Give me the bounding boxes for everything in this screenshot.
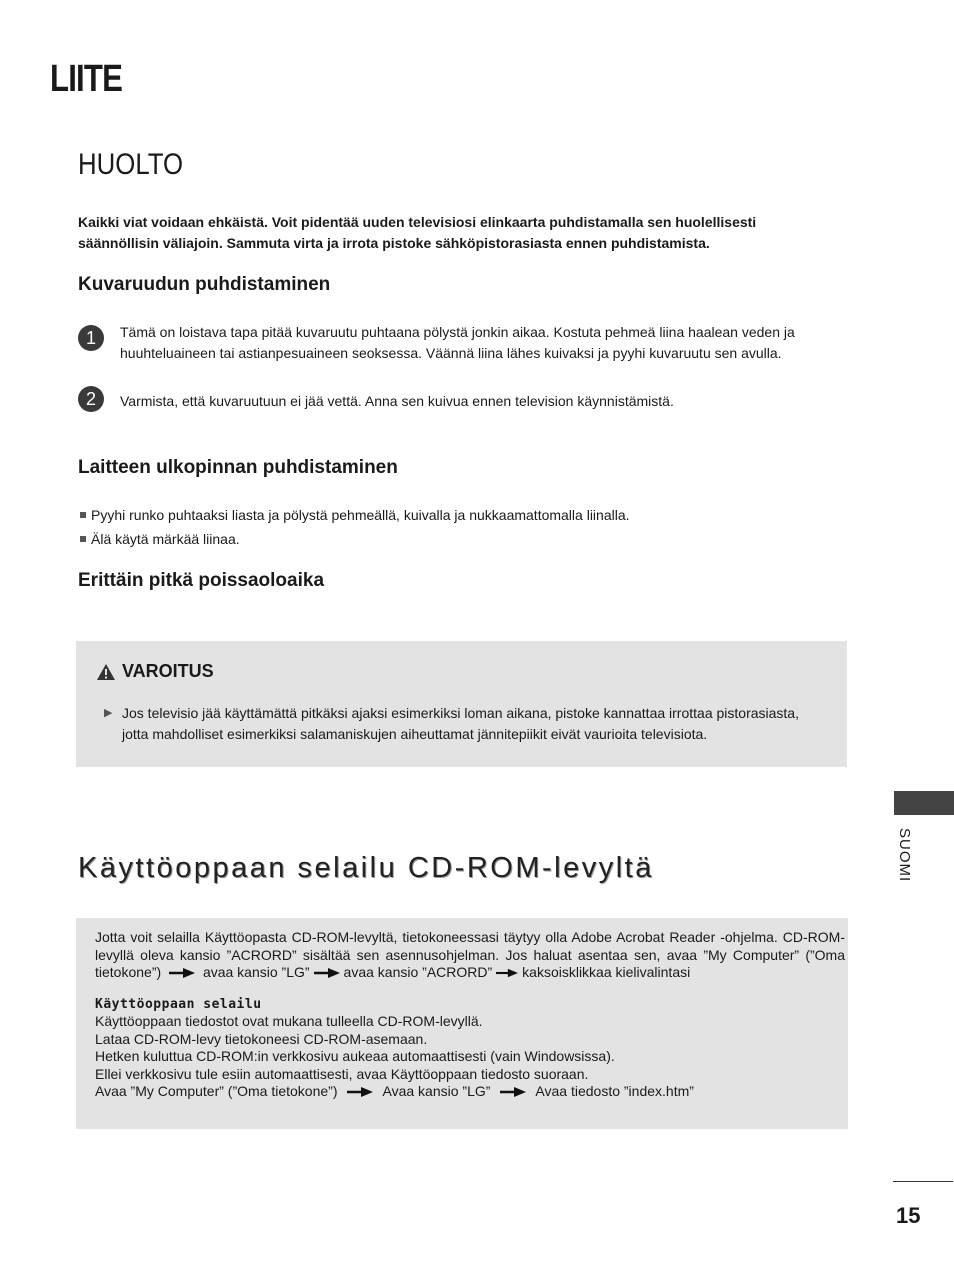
warning-title-text: VAROITUS [122, 661, 214, 681]
arrow-right-icon [345, 1087, 375, 1097]
page-number: 15 [896, 1203, 921, 1228]
footer-divider [893, 1181, 953, 1182]
cdrom-last-part-2: Avaa kansio ”LG” [382, 1083, 491, 1099]
step-number-1: 1 [78, 325, 104, 351]
step-text-2: Varmista, että kuvaruutuun ei jää vettä. Anna sen kuivua ennen television käynnistämistä. [120, 393, 674, 409]
bullet-text-1: Pyyhi runko puhtaaksi liasta ja pölystä pehmeällä, kuivalla ja nukkaamattomalla liinalla. [91, 507, 630, 523]
chapter-title: LIITE [50, 58, 123, 100]
cdrom-para-part-2: avaa kansio ”LG” [202, 964, 310, 980]
cdrom-line-4: Ellei verkkosivu tule esiin automaattisesti, avaa Käyttöoppaan tiedosto suoraan. [95, 1065, 589, 1082]
cdrom-line-2: Lataa CD-ROM-levy tietokoneesi CD-ROM-asemaan. [95, 1030, 428, 1047]
arrow-right-icon [169, 968, 195, 978]
cdrom-last-part-1: Avaa ”My Computer” (”Oma tietokone”) [95, 1083, 338, 1099]
bullet-text-2: Älä käytä märkää liinaa. [91, 531, 240, 547]
heading-exterior-cleaning: Laitteen ulkopinnan puhdistaminen [78, 457, 398, 478]
cdrom-line-3: Hetken kuluttua CD-ROM:in verkkosivu aukeaa automaattisesti (vain Windowsissa). [95, 1048, 615, 1064]
heading-long-absence: Erittäin pitkä poissaoloaika [78, 570, 325, 591]
cdrom-subheading: Käyttöoppaan selailu [95, 996, 262, 1012]
square-bullet-icon [80, 512, 86, 518]
intro-paragraph: Kaikki viat voidaan ehkäistä. Voit pidentää uuden televisiosi elinkaarta puhdistamalla sen huolellisesti säännöllisin väliajoin. Sammuta virta ja irrota pistoke sähköpistorasiasta ennen puhdistamista. [78, 214, 757, 251]
triangle-arrow-icon: ▶ [104, 707, 113, 719]
section-title-huolto: HUOLTO [78, 148, 184, 181]
square-bullet-icon [80, 536, 86, 542]
bullet-item-2 [80, 529, 240, 550]
cdrom-para-part-1: Jotta voit selailla Käyttöopasta CD-ROM-levyltä, tietokoneessasi täytyy olla Adobe Acrobat Reader -ohjelma. CD-ROM-levyllä oleva kansio ”ACRORD” sisältää sen asennusohjelman. Jos haluat asentaa sen, avaa ”My Computer” (”Oma tietokone”) [95, 929, 845, 980]
warning-content [104, 703, 820, 745]
cdrom-last-line [95, 1083, 845, 1101]
warning-text: Jos televisio jää käyttämättä pitkäksi ajaksi esimerkiksi loman aikana, pistoke kannattaa irrottaa pistorasiasta, jotta mahdolliset esimerkiksi salamaniskujen aiheuttamat jännitepiikit eivät vaurioita televisiota. [122, 705, 799, 742]
heading-screen-cleaning: Kuvaruudun puhdistaminen [78, 274, 331, 295]
cdrom-last-part-3: Avaa tiedosto ”index.htm” [535, 1083, 694, 1099]
step-number-2: 2 [78, 386, 104, 412]
cdrom-para-part-4: kaksoisklikkaa kielivalintasi [522, 964, 691, 980]
cdrom-paragraph [95, 929, 845, 982]
section-title-cdrom: Käyttöoppaan selailu CD-ROM-levyltä [78, 852, 654, 884]
warning-triangle-icon [96, 663, 116, 681]
language-tab-marker [894, 791, 954, 815]
language-label: SUOMI [896, 828, 913, 883]
warning-title [96, 661, 214, 682]
arrow-right-icon [496, 968, 518, 978]
cdrom-content [95, 929, 845, 1101]
arrow-right-icon [314, 968, 340, 978]
arrow-right-icon [498, 1087, 528, 1097]
cdrom-para-part-3: avaa kansio ”ACRORD” [343, 964, 493, 980]
step-text-1: Tämä on loistava tapa pitää kuvaruutu puhtaana pölystä jonkin aikaa. Kostuta pehmeä liina haalean veden ja huuhteluaineen tai astianpesuaineen seoksessa. Väännä liina lähes kuivaksi ja pyyhi kuvaruutu sen avulla. [120, 324, 795, 361]
cdrom-line-1: Käyttöoppaan tiedostot ovat mukana tulleella CD-ROM-levyllä. [95, 1013, 483, 1029]
bullet-item-1 [80, 505, 630, 526]
